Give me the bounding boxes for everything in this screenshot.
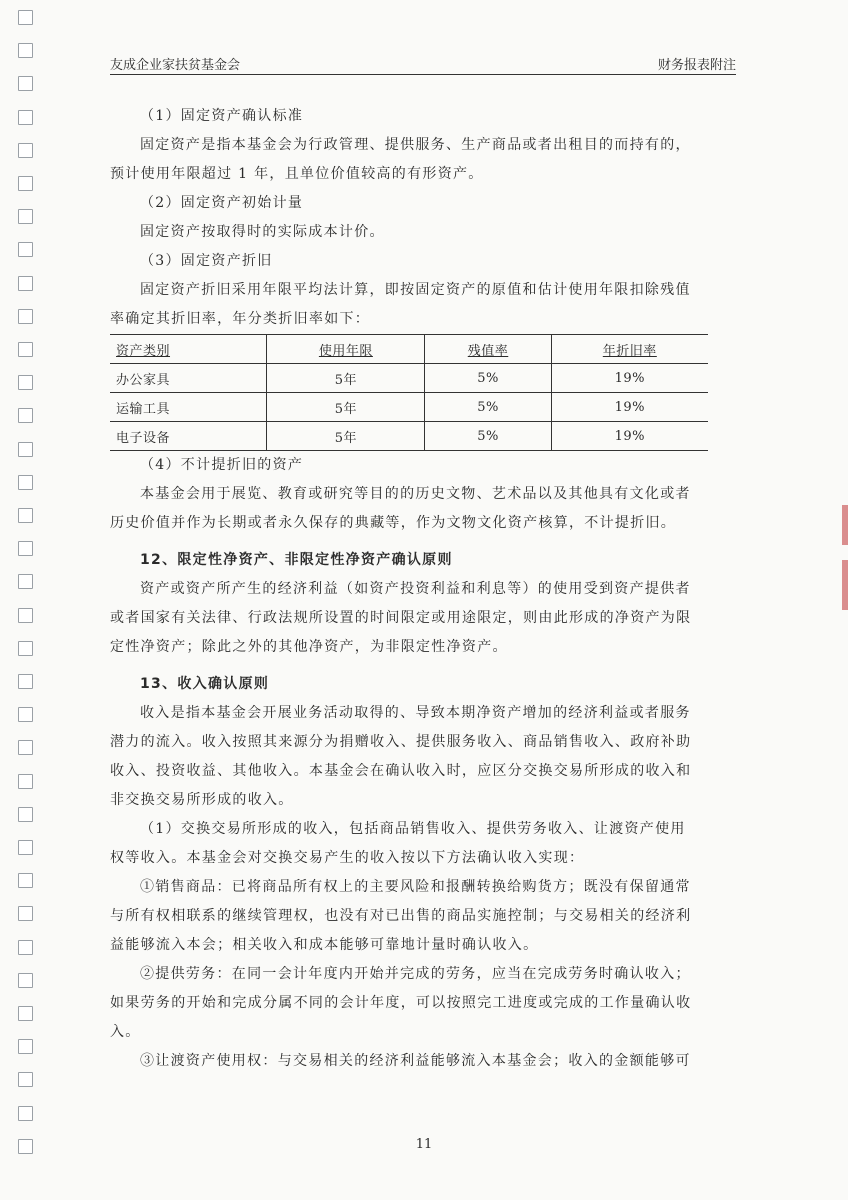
text-line: （1）固定资产确认标准 [140, 108, 304, 124]
text-line: 益能够流入本会；相关收入和成本能够可靠地计量时确认收入。 [110, 937, 539, 953]
text-line: 固定资产按取得时的实际成本计价。 [140, 224, 385, 240]
binder-hole [18, 508, 33, 523]
binder-hole [18, 973, 33, 988]
header-cell: 残值率 [425, 335, 551, 364]
header-cell: 使用年限 [267, 335, 425, 364]
text-line: 潜力的流入。收入按照其来源分为捐赠收入、提供服务收入、商品销售收入、政府补助 [110, 734, 692, 750]
binder-hole [18, 110, 33, 125]
table-row [110, 364, 708, 393]
binder-hole [18, 442, 33, 457]
binder-hole [18, 276, 33, 291]
text-line: （4）不计提折旧的资产 [140, 457, 304, 473]
section-heading: 13、收入确认原则 [140, 676, 270, 692]
binder-hole [18, 674, 33, 689]
binder-hole [18, 574, 33, 589]
text-line: （1）交换交易所形成的收入，包括商品销售收入、提供劳务收入、让渡资产使用 [140, 821, 686, 837]
text-line: ①销售商品：已将商品所有权上的主要风险和报酬转换给购货方；既没有保留通常 [140, 879, 691, 895]
binder-hole [18, 1006, 33, 1021]
binder-hole [18, 475, 33, 490]
table-cell: 19% [551, 422, 708, 451]
binder-hole [18, 807, 33, 822]
text-line: （3）固定资产折旧 [140, 253, 273, 269]
binder-hole [18, 940, 33, 955]
text-line: 收入是指本基金会开展业务活动取得的、导致本期净资产增加的经济利益或者服务 [140, 705, 691, 721]
table-cell: 5% [425, 393, 551, 422]
text-line: 预计使用年限超过 1 年，且单位价值较高的有形资产。 [110, 166, 484, 182]
header-cell: 资产类别 [116, 343, 171, 359]
table-cell: 办公家具 [110, 364, 267, 393]
text-line: 与所有权相联系的继续管理权，也没有对已出售的商品实施控制；与交易相关的经济利 [110, 908, 692, 924]
text-line: 或者国家有关法律、行政法规所设置的时间限定或用途限定，则由此形成的净资产为限 [110, 610, 692, 626]
table-row [110, 422, 708, 451]
binder-hole [18, 43, 33, 58]
table-cell: 19% [551, 364, 708, 393]
red-stamp-mark [842, 505, 848, 545]
table-cell: 5% [425, 422, 551, 451]
binder-hole [18, 309, 33, 324]
binder-hole [18, 10, 33, 25]
text-line: 本基金会用于展览、教育或研究等目的的历史文物、艺术品以及其他具有文化或者 [140, 486, 691, 502]
paragraph-gap [110, 662, 736, 670]
text-line: 资产或资产所产生的经济利益（如资产投资利益和利息等）的使用受到资产提供者 [140, 581, 691, 597]
text-line: 如果劳务的开始和完成分属不同的会计年度，可以按照完工进度或完成的工作量确认收 [110, 995, 692, 1011]
binder-hole [18, 342, 33, 357]
binder-hole [18, 242, 33, 257]
page-number: 11 [415, 1137, 433, 1152]
text-line: （2）固定资产初始计量 [140, 195, 304, 211]
binder-hole [18, 641, 33, 656]
text-line: 固定资产折旧采用年限平均法计算，即按固定资产的原值和估计使用年限扣除残值 [140, 282, 691, 298]
text-line: 定性净资产；除此之外的其他净资产，为非限定性净资产。 [110, 639, 508, 655]
table-cell: 5年 [267, 393, 425, 422]
depreciation-table [110, 334, 708, 451]
red-stamp-mark [842, 560, 848, 610]
binder-hole [18, 143, 33, 158]
binder-hole [18, 408, 33, 423]
binder-hole [18, 1039, 33, 1054]
binder-hole [18, 176, 33, 191]
binder-hole [18, 209, 33, 224]
text-line: 收入、投资收益、其他收入。本基金会在确认收入时，应区分交换交易所形成的收入和 [110, 763, 692, 779]
text-line: 历史价值并作为长期或者永久保存的典藏等，作为文物文化资产核算，不计提折旧。 [110, 515, 677, 531]
binder-hole [18, 707, 33, 722]
binder-hole [18, 740, 33, 755]
table-cell: 5年 [267, 364, 425, 393]
table-cell: 5年 [267, 422, 425, 451]
table-cell: 19% [551, 393, 708, 422]
text-line: 非交换交易所形成的收入。 [110, 792, 294, 808]
binder-hole [18, 608, 33, 623]
binder-hole [18, 873, 33, 888]
page-header [110, 52, 736, 75]
text-line: 率确定其折旧率，年分类折旧率如下： [110, 311, 371, 327]
header-cell: 年折旧率 [551, 335, 708, 364]
binder-holes [14, 10, 36, 1180]
document-body [110, 102, 736, 1076]
text-line: 入。 [110, 1024, 141, 1040]
paragraphs-after-table [110, 451, 736, 1076]
org-name: 友成企业家扶贫基金会 [110, 58, 241, 73]
binder-hole [18, 774, 33, 789]
binder-hole [18, 1106, 33, 1121]
table-row [110, 393, 708, 422]
paragraph-gap [110, 538, 736, 546]
table-cell: 5% [425, 364, 551, 393]
binder-hole [18, 76, 33, 91]
text-line: ③让渡资产使用权：与交易相关的经济利益能够流入本基金会；收入的金额能够可 [140, 1053, 691, 1069]
paragraphs-before-table [110, 102, 736, 334]
doc-title: 财务报表附注 [657, 58, 736, 73]
table-header-row [110, 335, 708, 364]
binder-hole [18, 375, 33, 390]
binder-hole [18, 840, 33, 855]
binder-hole [18, 906, 33, 921]
table-cell: 电子设备 [110, 422, 267, 451]
table-cell: 运输工具 [110, 393, 267, 422]
binder-hole [18, 1072, 33, 1087]
text-line: 权等收入。本基金会对交换交易产生的收入按以下方法确认收入实现： [110, 850, 585, 866]
text-line: ②提供劳务：在同一会计年度内开始并完成的劳务，应当在完成劳务时确认收入； [140, 966, 691, 982]
section-heading: 12、限定性净资产、非限定性净资产确认原则 [140, 552, 453, 568]
text-line: 固定资产是指本基金会为行政管理、提供服务、生产商品或者出租目的而持有的， [140, 137, 691, 153]
binder-hole [18, 541, 33, 556]
